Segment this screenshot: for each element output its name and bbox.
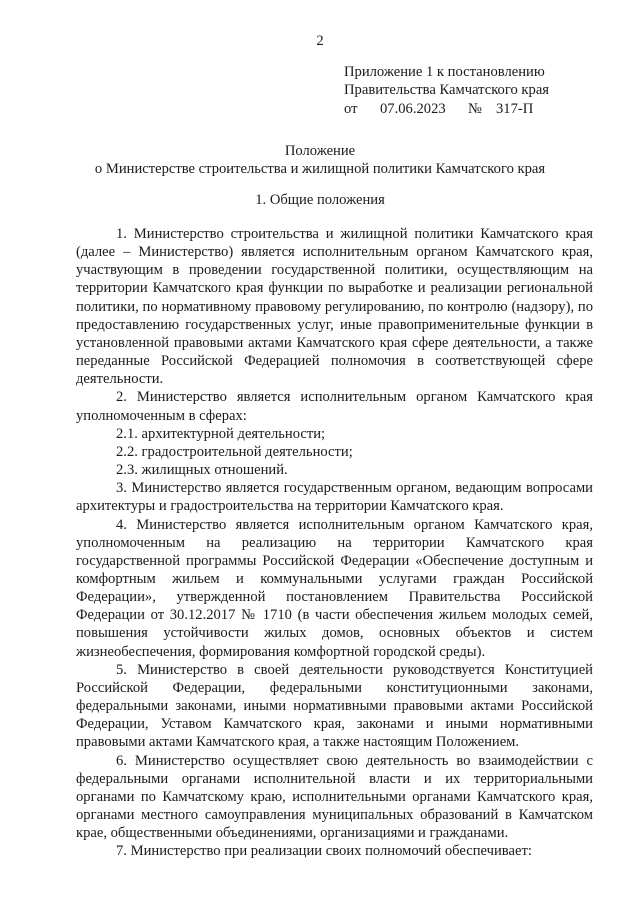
page-number: 2 xyxy=(316,33,324,49)
appendix-line-1: Приложение 1 к постановлению xyxy=(344,64,545,80)
paragraph-3: 3. Министерство является государственным органом, ведающим вопросами архитектуры и градостроительства на территории Камчатского края. xyxy=(76,480,593,515)
appendix-date-line xyxy=(344,100,549,118)
section-heading: 1. Общие положения xyxy=(255,192,385,208)
paragraph-5: 5. Министерство в своей деятельности руководствуется Конституцией Российской Федерации, федеральными конституционными законами, федеральными законами, иными нормативными правовыми актами Российской Федерации, Уставом Камчатского края, законами и иными нормативными правовыми актами Камчатского края, а также настоящим Положением. xyxy=(76,661,593,751)
appendix-header xyxy=(344,63,549,118)
paragraph-2-2: 2.2. градостроительной деятельности; xyxy=(116,443,353,460)
appendix-number-label: № xyxy=(468,100,482,117)
title-line-1: Положение xyxy=(284,143,356,159)
appendix-from-label: от xyxy=(344,100,358,117)
appendix-line-2: Правительства Камчатского края xyxy=(344,82,550,99)
appendix-date: 07.06.2023 xyxy=(380,100,446,117)
paragraph-2: 2. Министерство является исполнительным органом Камчатского края уполномоченным в сферах: xyxy=(76,389,593,424)
paragraph-4: 4. Министерство является исполнительным органом Камчатского края, уполномоченным на реализацию на территории Камчатского края государственной программы Российской Федерации «Обеспечение доступным и комфортным жильем и коммунальными услугами граждан Российской Федерации», утвержденной постановлением Правительства Российской Федерации от 30.12.2017 № 1710 (в части обеспечения жильем молодых семей, повышения устойчивости жилых домов, основных объектов и систем жизнеобеспечения, формирования комфортной городской среды). xyxy=(76,516,593,660)
paragraph-7: 7. Министерство при реализации своих полномочий обеспечивает: xyxy=(116,843,532,860)
body-text xyxy=(76,225,593,860)
paragraph-2-1: 2.1. архитектурной деятельности; xyxy=(116,425,326,442)
paragraph-6: 6. Министерство осуществляет свою деятельность во взаимодействии с федеральными органами исполнительной власти и их территориальными органами по Камчатскому краю, исполнительными органами Камчатского края, органами местного самоуправления муниципальных образований в Камчатском крае, общественными объединениями, организациями и гражданами. xyxy=(76,752,593,842)
document-title xyxy=(0,142,640,179)
appendix-number: 317-П xyxy=(496,100,534,117)
paragraph-2-3: 2.3. жилищных отношений. xyxy=(116,462,288,479)
title-line-2: о Министерстве строительства и жилищной политики Камчатского края xyxy=(94,161,546,178)
paragraph-1: 1. Министерство строительства и жилищной политики Камчатского края (далее – Министерство) является исполнительным органом Камчатского края, участвующим в проведении государственной политики, осуществляющим на территории Камчатского края функции по выработке и реализации региональной политики, по нормативному правовому регулированию, по контролю (надзору), по предоставлению государственных услуг, иные правоприменительные функции в установленной правовыми актами Камчатского края сфере деятельности, а также переданные Российской Федерацией полномочия в соответствующей сфере деятельности. xyxy=(76,226,593,388)
